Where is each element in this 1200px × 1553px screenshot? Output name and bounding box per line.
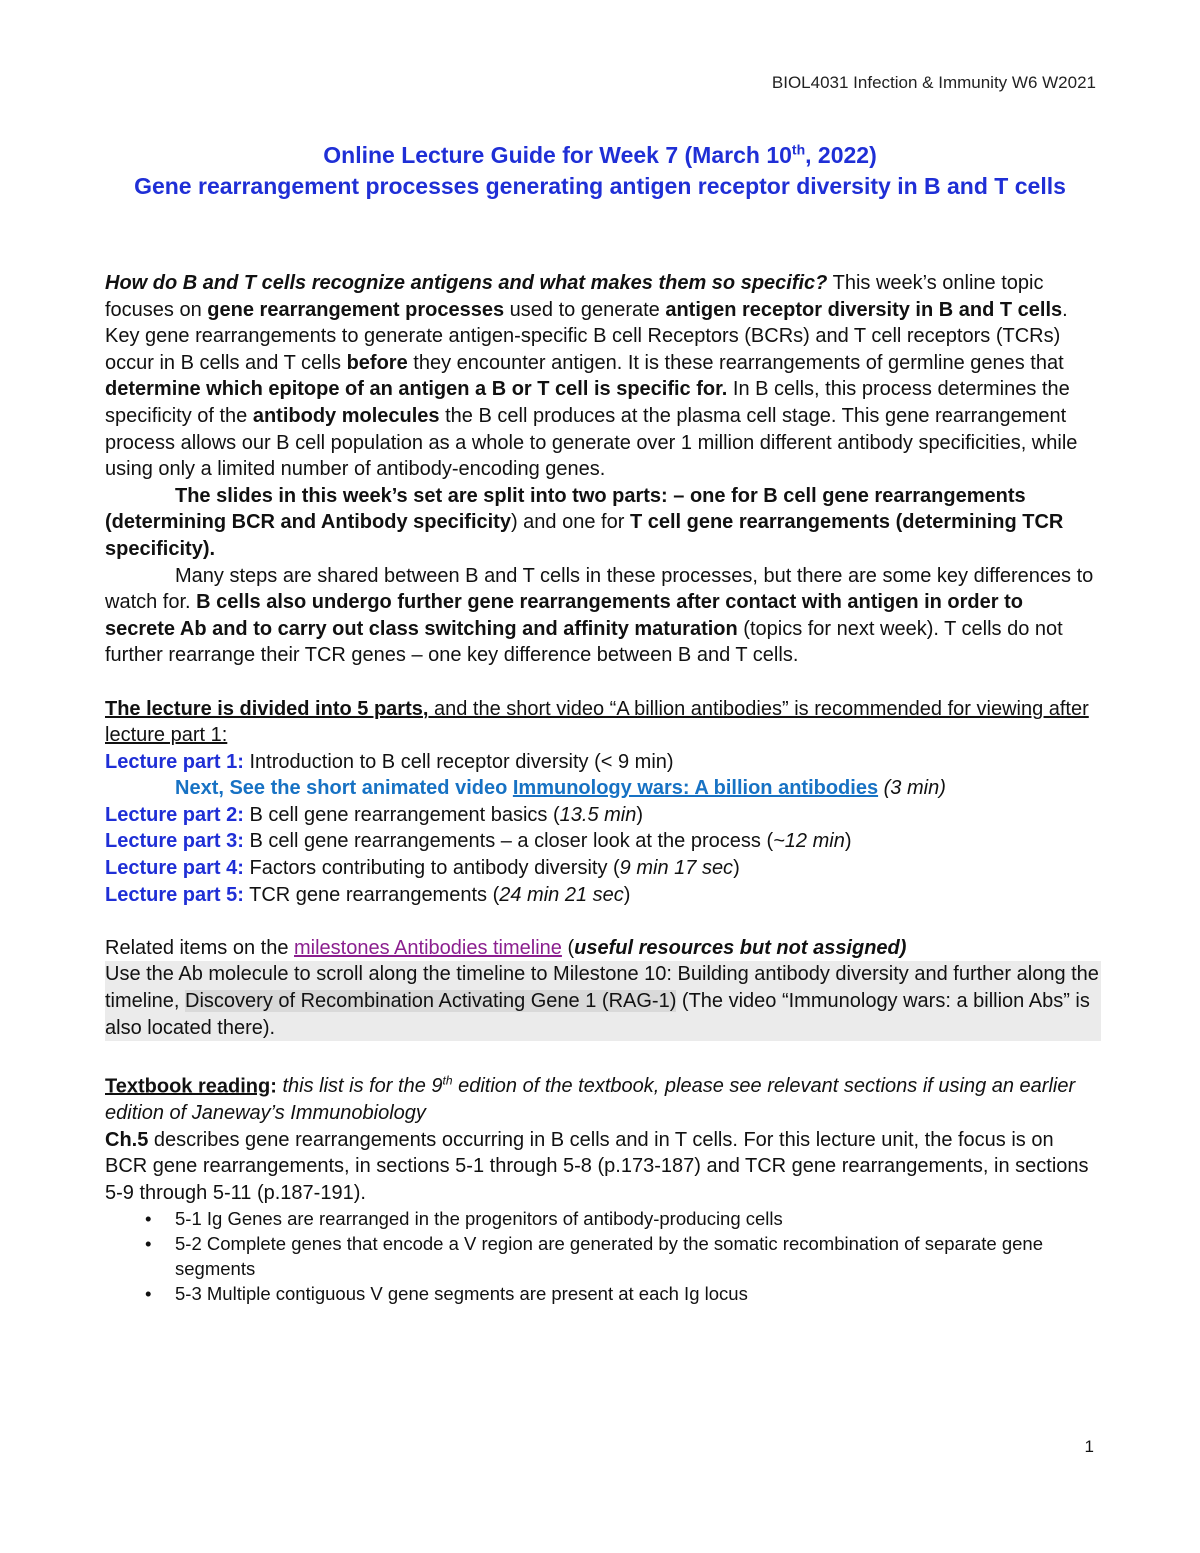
lecture-intro: The lecture is divided into 5 parts, and the short video “A billion antibodies” is recommended for viewing after lecture part 1: (105, 697, 1089, 747)
video-link[interactable]: Immunology wars: A billion antibodies (512, 777, 879, 800)
page-header: BIOL4031 Infection & Immunity W6 W2021 (771, 73, 1096, 92)
document-title (100, 140, 1100, 202)
related-items: Related items on the milestones Antibodies timeline (useful resources but not assigned) (105, 936, 907, 959)
list-item: • 5-2 Complete genes that encode a V region are generated by the somatic recombination of separate gene segments (145, 1233, 1044, 1280)
steps-paragraph: Many steps are shared between B and T cells in these processes, but there are some key differences to watch for. B cells also undergo further gene rearrangements after contact with antigen in order to secrete Ab and to carry out class switching and affinity maturation (topics for next week). T cells do not further rearrange their TCR genes – one key difference between B and T cells. (105, 564, 1094, 667)
list-item: • 5-3 Multiple contiguous V gene segments are present at each Ig locus (145, 1283, 748, 1305)
title-line-2: Gene rearrangement processes generating antigen receptor diversity in B and T cells (134, 173, 1066, 199)
page-number: 1 (1084, 1437, 1094, 1456)
related-instructions: Use the Ab molecule to scroll along the timeline to Milestone 10: Building antibody diversity and further along the timeline, Discovery of Recombination Activating Gene 1 (RAG-1) (The video “Immunology wars: a billion Abs” is also located there). (105, 961, 1101, 1041)
list-item: • 5-1 Ig Genes are rearranged in the progenitors of antibody-producing cells (145, 1208, 783, 1230)
slides-paragraph: The slides in this week’s set are split into two parts: – one for B cell gene rearrangements (determining BCR and Antibody specificity) and one for T cell gene rearrangements (determining TCR specificity). (105, 484, 1064, 560)
reading-list (105, 1206, 1097, 1306)
chapter-description: Ch.5 describes gene rearrangements occurring in B cells and in T cells. For this lecture unit, the focus is on BCR gene rearrangements, in sections 5-1 through 5-8 (p.173-187) and TCR gene rearrangements, in sections 5-9 through 5-11 (p.187-191). (105, 1128, 1089, 1204)
title-line-1: Online Lecture Guide for Week 7 (March 10th, 2022) (323, 141, 877, 168)
milestones-link[interactable]: milestones Antibodies timeline (294, 936, 562, 959)
lecture-part-4: Lecture part 4: Factors contributing to antibody diversity (9 min 17 sec) (105, 857, 740, 880)
lecture-part-2: Lecture part 2: B cell gene rearrangement basics (13.5 min) (105, 803, 644, 826)
video-line: Next, See the short animated video Immunology wars: A billion antibodies (3 min) (175, 777, 946, 800)
lecture-part-3: Lecture part 3: B cell gene rearrangements – a closer look at the process (~12 min) (105, 830, 852, 853)
lecture-part-1: Lecture part 1: Introduction to B cell receptor diversity (< 9 min) (105, 750, 674, 773)
lecture-part-5: Lecture part 5: TCR gene rearrangements (24 min 21 sec) (105, 883, 631, 906)
intro-paragraph: How do B and T cells recognize antigens and what makes them so specific? This week’s online topic focuses on gene rearrangement processes used to generate antigen receptor diversity in B and T cells. Key gene rearrangements to generate antigen-specific B cell Receptors (BCRs) and T cell receptors (TCRs) occur in B cells and T cells before they encounter antigen. It is these rearrangements of germline genes that determine which epitope of an antigen a B or T cell is specific for. In B cells, this process determines the specificity of the antibody molecules the B cell produces at the plasma cell stage. This gene rearrangement process allows our B cell population as a whole to generate over 1 million different antibody specificities, while using only a limited number of antibody-encoding genes. (105, 272, 1078, 481)
textbook-intro: Textbook reading: this list is for the 9th edition of the textbook, please see relevant sections if using an earlier edition of Janeway’s Immunobiology (105, 1073, 1076, 1125)
document-body (105, 270, 1097, 1306)
